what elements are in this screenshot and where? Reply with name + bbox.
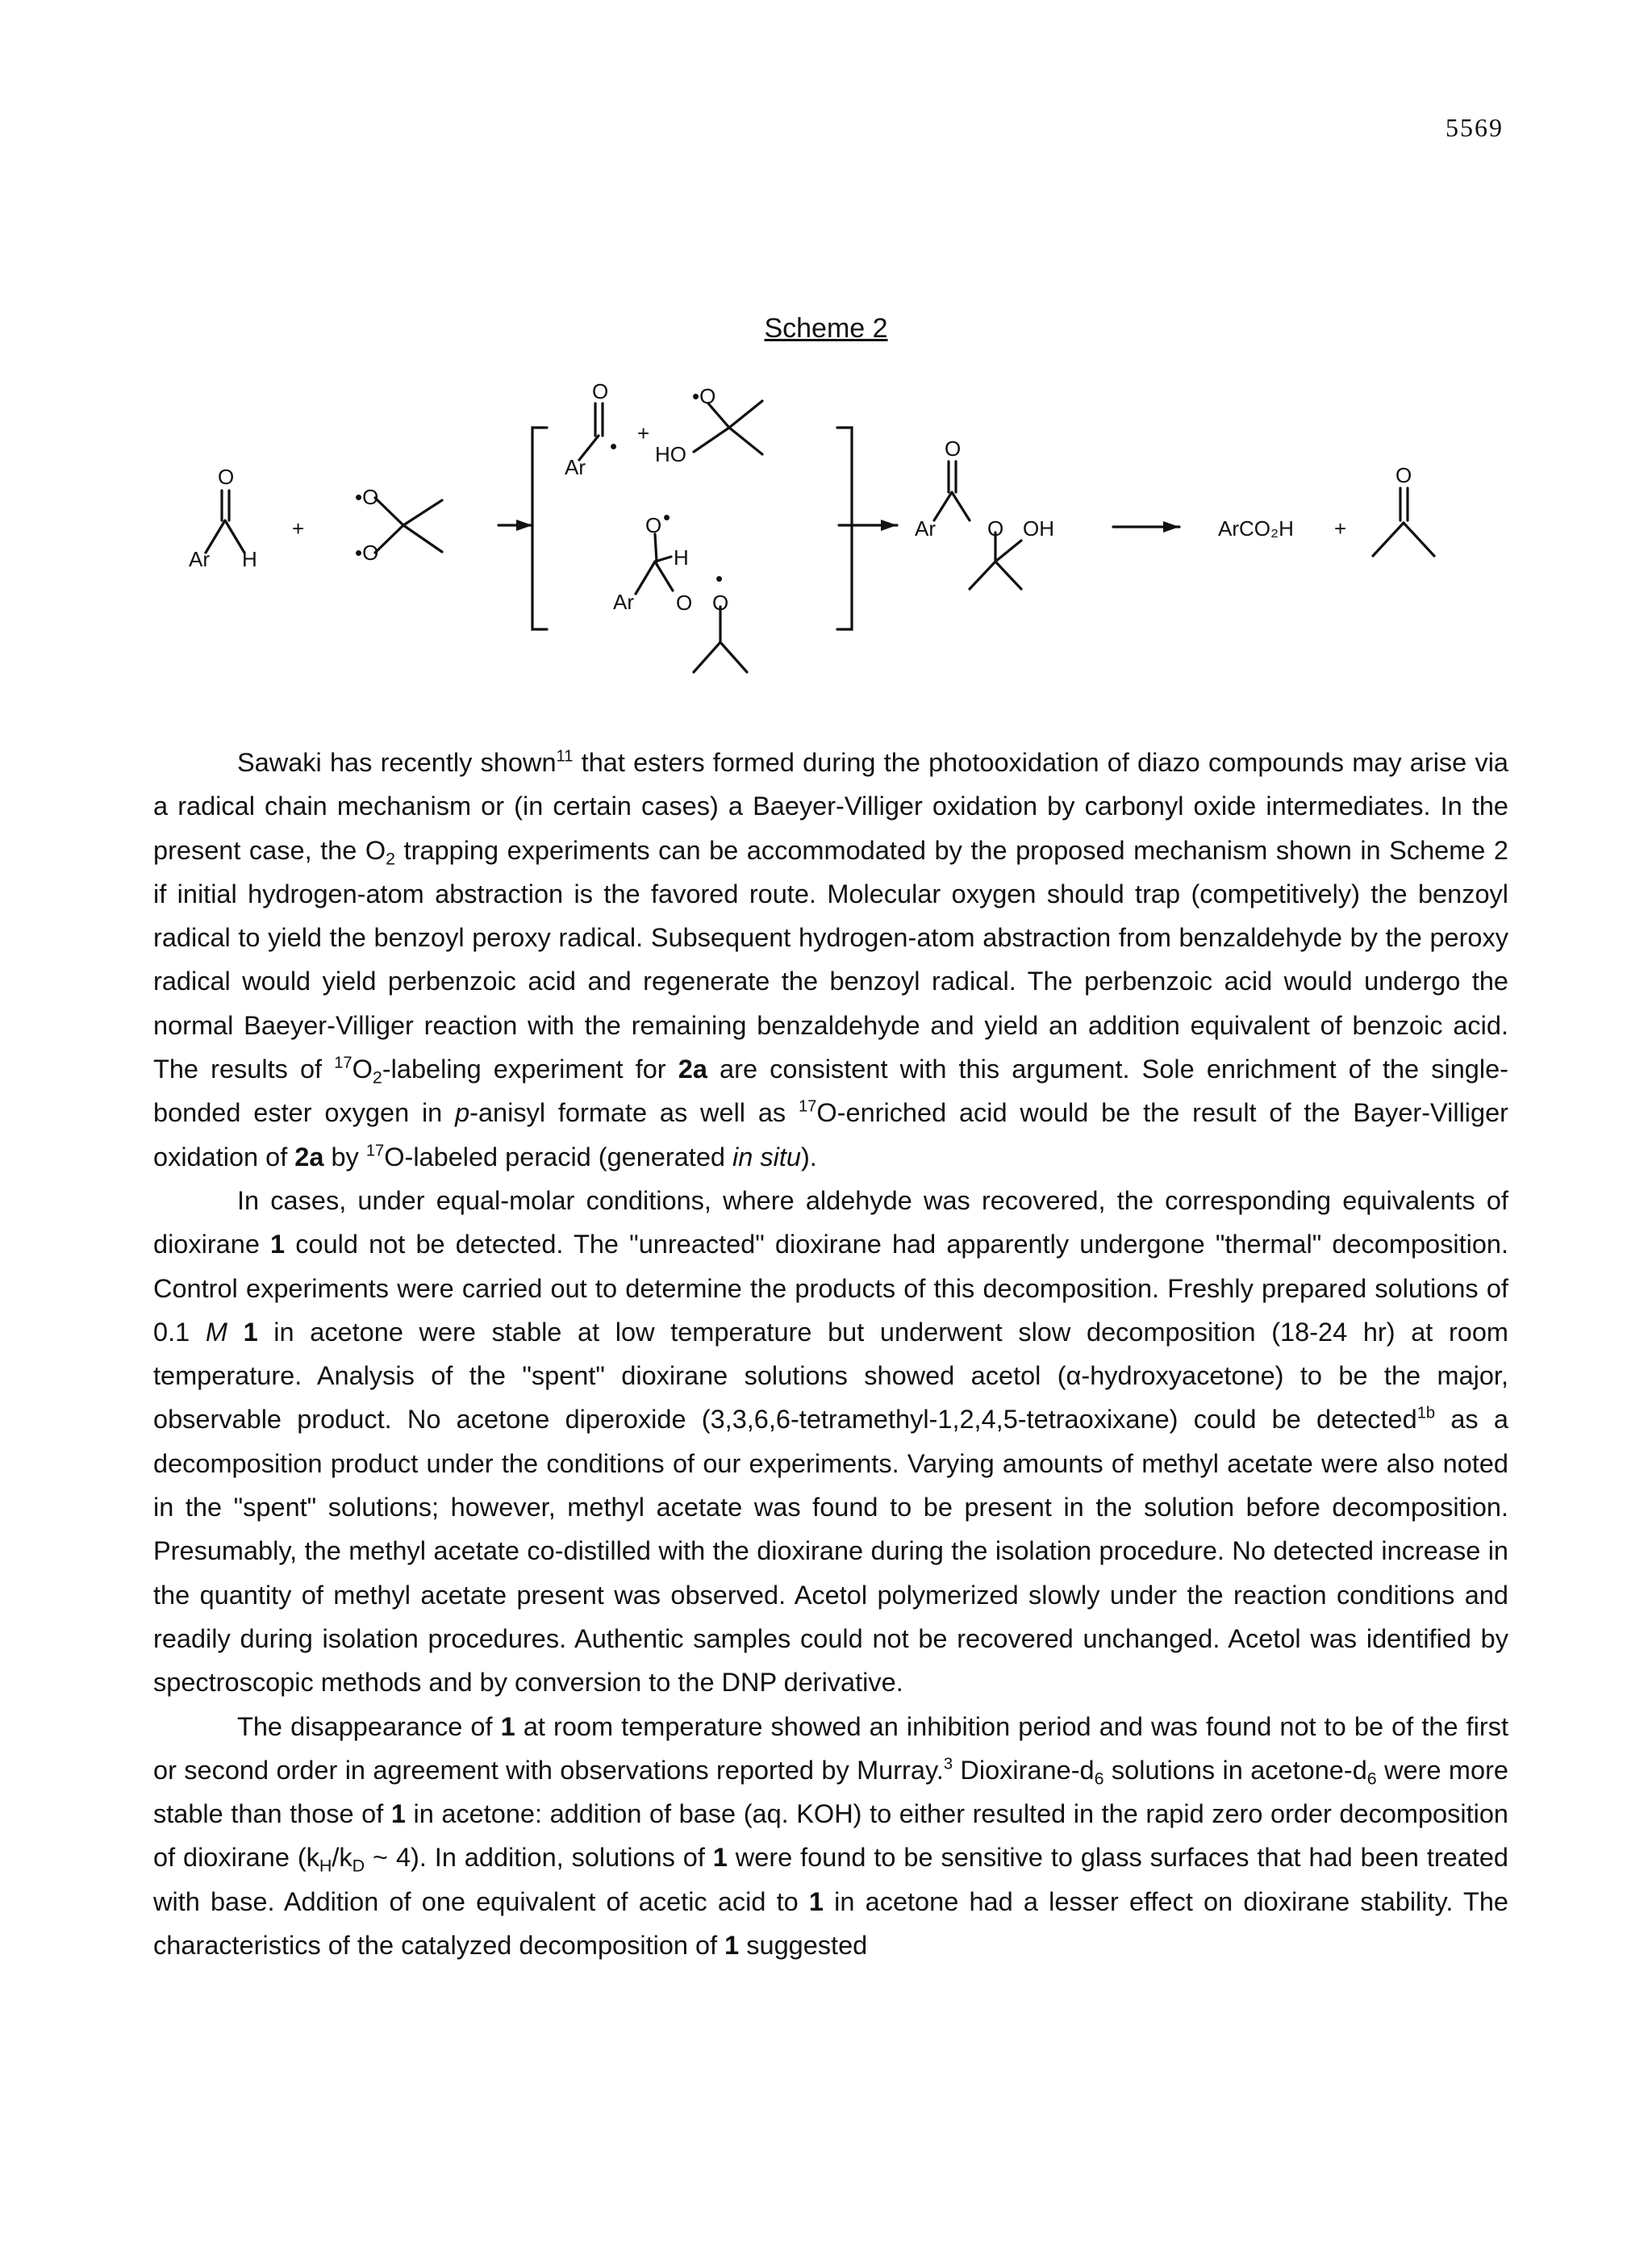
atom-label-plus: +	[292, 516, 305, 541]
atom-label-ar: Ar	[613, 590, 634, 614]
text-run: 17	[334, 1054, 353, 1072]
dioxirane-structure	[375, 498, 442, 553]
text-run: The disappearance of	[237, 1711, 501, 1741]
page-number: 5569	[1446, 113, 1504, 142]
benzaldehyde-structure	[206, 491, 244, 553]
text-run: 6	[1366, 1769, 1377, 1789]
atom-label-o: O	[645, 513, 662, 537]
text-run: 1	[808, 1886, 824, 1916]
atom-label-ar: Ar	[565, 455, 586, 479]
atom-label-o: O	[218, 465, 235, 489]
text-run: 6	[1094, 1769, 1104, 1789]
text-run: 1	[500, 1711, 515, 1741]
text-run: suggested	[739, 1931, 868, 1961]
text-run: that esters formed during the photooxidation of diazo compounds may arise via a radical chain mechanism or (in certain cases) a Baeyer-Villiger oxidation by carbonyl oxide intermediates. In the present case, the O	[153, 748, 1509, 865]
atom-label-ho: HO	[655, 442, 686, 466]
text-run: D	[352, 1856, 365, 1876]
text-run: M	[205, 1317, 227, 1347]
atom-label-o: O	[592, 379, 609, 403]
text-run: ~ 4). In addition, solutions of	[365, 1843, 713, 1873]
atom-label-oh: OH	[1023, 516, 1054, 541]
text-run: -labeling experiment for	[382, 1055, 678, 1084]
text-run: 11	[556, 747, 574, 766]
atom-label-o: O	[945, 436, 962, 461]
text-run: ).	[800, 1142, 817, 1172]
text-run: are consistent with this argument. Sole enrichment of the single-bonded ester oxygen in	[153, 1055, 1508, 1128]
text-run: in acetone had a lesser effect on dioxirane stability. The characteristics of the catalyzed decomposition of	[153, 1886, 1508, 1961]
text-run: 3	[943, 1755, 953, 1773]
text-run: in acetone were stable at low temperature but underwent slow decomposition (18-24 hr) at room temperature. Analysis of the "spent" dioxirane solutions showed acetol (α-hydroxyacetone) to be the major, observable product. No acetone diperoxide (3,3,6,6-tetramethyl-1,2,4,5-tetraoxixane) could be detected	[153, 1317, 1508, 1435]
arrowhead	[516, 520, 532, 531]
text-run: in situ	[732, 1142, 801, 1172]
atom-label-dot: •	[663, 505, 671, 529]
text-run: O-labeled peracid (generated	[384, 1142, 733, 1172]
atom-label-o-dot: •O	[355, 541, 379, 565]
text-run: solutions in acetone-d	[1103, 1755, 1367, 1785]
atom-label-dot: •	[610, 434, 618, 458]
text-run: could not be detected. The "unreacted" dioxirane had apparently undergone "thermal" decomposition. Control experiments were carried out to determine the products of this decomposition. Freshly prepared solutions of 0.1	[153, 1230, 1509, 1347]
paragraph	[153, 1179, 1508, 1705]
text-run: 17	[365, 1142, 385, 1160]
text-run: were more stable than those of	[153, 1755, 1508, 1829]
text-run: 1	[712, 1843, 728, 1873]
text-run: were found to be sensitive to glass surfaces that had been treated with base. Addition of one equivalent of acetic acid to	[153, 1843, 1509, 1916]
text-run: 1	[270, 1230, 286, 1259]
text-run: H	[319, 1856, 332, 1876]
atom-label-h: H	[242, 547, 257, 571]
atom-label-o: O	[676, 591, 693, 615]
atom-label-o: O	[712, 591, 729, 615]
text-run: in acetone: addition of base (aq. KOH) to either resulted in the rapid zero order decomposition of dioxirane (k	[153, 1799, 1508, 1873]
text-run: 2a	[678, 1055, 707, 1084]
left-bracket	[532, 428, 547, 629]
text-run: 2a	[294, 1142, 324, 1172]
atom-label-o: O	[1395, 463, 1412, 487]
text-run: 1	[243, 1317, 258, 1347]
text-run: at room temperature showed an inhibition period and was found not to be of the first or second order in agreement with observations reported by Murray.	[153, 1711, 1508, 1785]
reaction-scheme-diagram	[0, 347, 1652, 726]
text-run: 1	[390, 1799, 406, 1829]
atom-label-arco2h: ArCO₂H	[1218, 516, 1294, 541]
text-run: 1	[724, 1931, 740, 1961]
atom-label-dot: •	[715, 566, 724, 591]
hydroperoxy-radical-structure	[694, 401, 762, 454]
atom-label-o-dot: •O	[692, 384, 716, 408]
benzoyl-radical-structure	[579, 403, 603, 460]
text-run: In cases, under equal-molar conditions, where aldehyde was recovered, the corresponding equivalents of dioxirane	[153, 1185, 1508, 1259]
text-run: as a decomposition product under the conditions of our experiments. Varying amounts of methyl acetate were also noted in the "spent" solutions; however, methyl acetate was found to be present in the solution before decomposition. Presumably, the methyl acetate co-distilled with the dioxirane during the isolation procedure. No detected increase in the quantity of methyl acetate present was observed. Acetol polymerized slowly under the reaction conditions and readily during isolation procedures. Authentic samples could not be recovered unchanged. Acetol was identified by spectroscopic methods and by conversion to the DNP derivative.	[153, 1405, 1508, 1698]
text-run: by	[323, 1142, 366, 1172]
text-run: -anisyl formate as well as	[469, 1098, 799, 1128]
text-run: O	[352, 1055, 373, 1084]
text-run: Dioxirane-d	[953, 1755, 1095, 1785]
atom-label-plus: +	[1334, 516, 1347, 541]
atom-label-ar: Ar	[915, 516, 936, 541]
text-run: Sawaki has recently shown	[237, 748, 557, 777]
text-run: 17	[798, 1097, 817, 1116]
atom-label-ar: Ar	[189, 547, 210, 571]
body-text	[153, 741, 1508, 1967]
acetone-structure	[1373, 488, 1434, 556]
text-run: 2	[386, 849, 396, 869]
arrowhead	[1163, 521, 1179, 533]
text-run: 2	[372, 1067, 382, 1088]
text-run: O-enriched acid would be the result of the Bayer-Villiger oxidation of	[153, 1098, 1508, 1172]
paragraph	[153, 741, 1508, 1179]
perester-product-structure	[934, 462, 1021, 589]
scheme-title: Scheme 2	[764, 313, 888, 344]
right-bracket	[837, 428, 852, 629]
text-run	[227, 1318, 244, 1347]
atom-label-o: O	[987, 516, 1004, 541]
text-run: 1b	[1416, 1404, 1436, 1422]
atom-label-o-dot: •O	[355, 485, 379, 509]
text-run: p	[455, 1098, 470, 1128]
atom-label-h: H	[674, 545, 689, 570]
arrowhead	[881, 520, 897, 531]
atom-label-plus: +	[637, 421, 650, 445]
paragraph	[153, 1705, 1508, 1968]
text-run: /k	[332, 1843, 353, 1873]
text-run: trapping experiments can be accommodated by the proposed mechanism shown in Scheme 2 if initial hydrogen-atom abstraction is the favored route. Molecular oxygen should trap (competitively) the benzoyl radical to yield the benzoyl peroxy radical. Subsequent hydrogen-atom abstraction from benzaldehyde by the peroxy radical would yield perbenzoic acid and regenerate the benzoyl radical. The perbenzoic acid would undergo the normal Baeyer-Villiger reaction with the remaining benzaldehyde and yield an addition equivalent of benzoic acid. The results of	[153, 835, 1508, 1084]
